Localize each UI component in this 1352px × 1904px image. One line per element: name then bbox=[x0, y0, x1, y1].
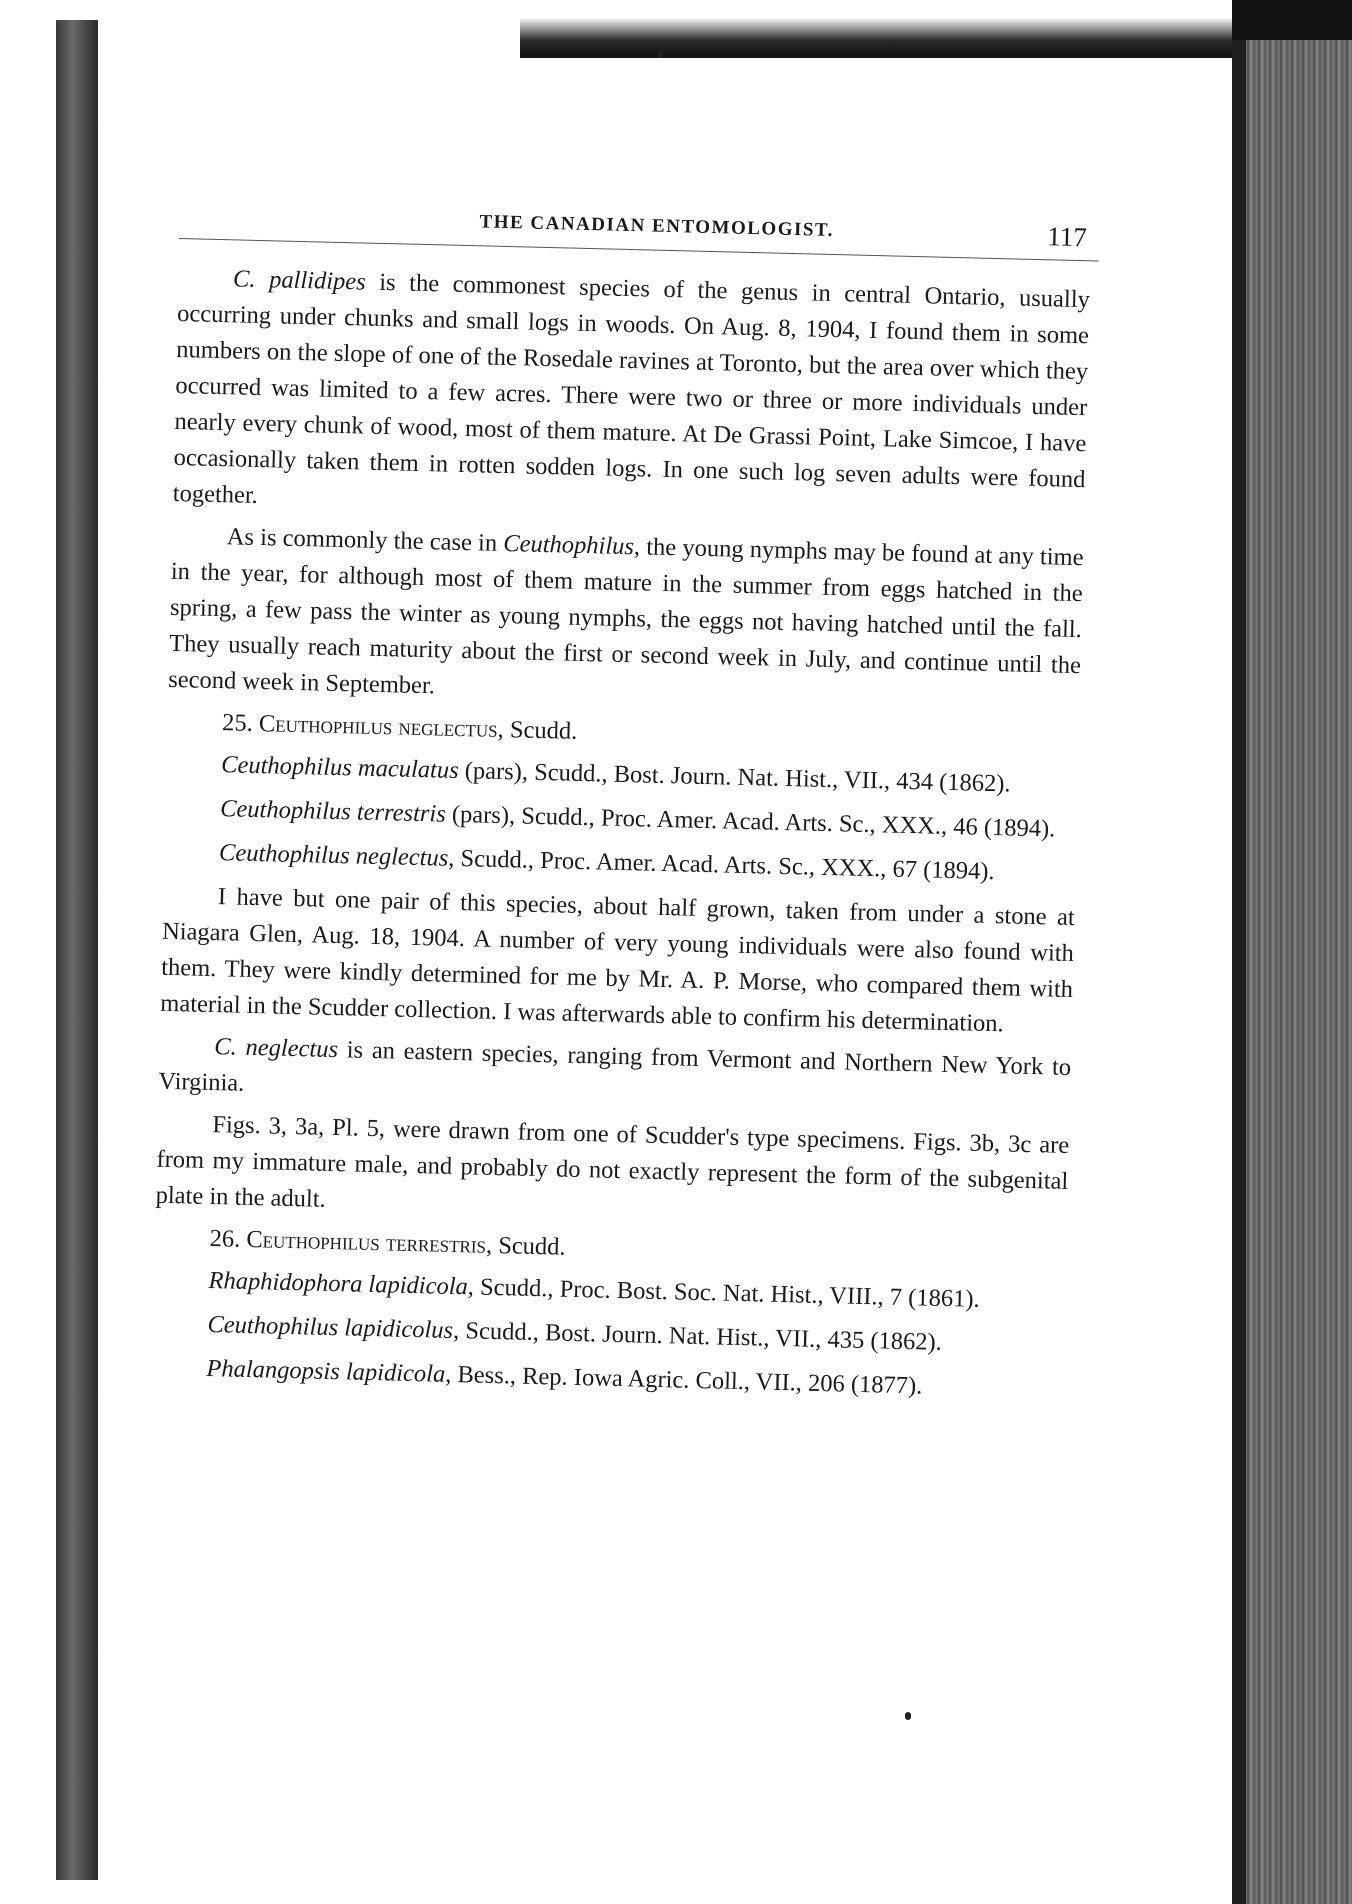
synonymy-reference: Ceuthophilus maculatus (pars), Scudd., Bost. Journ. Nat. Hist., VII., 434 (1862). bbox=[220, 751, 1011, 798]
synonymy-reference: Ceuthophilus lapidicolus, Scudd., Bost. Journ. Nat. Hist., VII., 435 (1862). bbox=[207, 1311, 943, 1356]
ink-speck bbox=[905, 1712, 911, 1720]
synonymy-reference: Ceuthophilus terrestris (pars), Scudd., Proc. Amer. Acad. Arts. Sc., XXX., 46 (1894). bbox=[219, 795, 1056, 843]
paragraph-range: C. neglectus is an eastern species, ranging from Vermont and Northern New York to Virginia. bbox=[158, 1033, 1072, 1097]
species-name: C. neglectus bbox=[213, 1033, 339, 1064]
species-name: C. pallidipes bbox=[232, 265, 367, 296]
paragraph-figures: Figs. 3, 3a, Pl. 5, were drawn from one of Scudder's type specimens. Figs. 3b, 3c are from my immature male, and probably do not exactly represent the form of the subgenital plate in the adult. bbox=[155, 1111, 1070, 1213]
synonymy-reference: Ceuthophilus neglectus, Scudd., Proc. Amer. Acad. Arts. Sc., XXX., 67 (1894). bbox=[218, 839, 995, 886]
paragraph-niagara: I have but one pair of this species, about half grown, taken from under a stone at Niagara Glen, Aug. 18, 1904. A number of very young individuals were also found with them. They were kindly determined for me by Mr. A. P. Morse, who compared them with material in the Scudder collection. I was afterwards able to confirm his determination. bbox=[160, 883, 1076, 1038]
page-body bbox=[151, 260, 1133, 1409]
synonymy-reference: Rhaphidophora lapidicola, Scudd., Proc. Bost. Soc. Nat. Hist., VIII., 7 (1861). bbox=[208, 1267, 980, 1313]
page-number: 117 bbox=[1047, 221, 1088, 253]
header-rule bbox=[179, 238, 1099, 261]
journal-page bbox=[151, 200, 1134, 1400]
paragraph-nymphs: As is commonly the case in Ceuthophilus, the young nymphs may be found at any time in the year, for although most of them mature in the summer from eggs hatched in the spring, a few pass the winter as young nymphs, the eggs not having hatched until the fall. They usually reach maturity about the first or second week in July, and continue until the second week in September. bbox=[167, 523, 1084, 700]
synonymy-reference: Phalangopsis lapidicola, Bess., Rep. Iowa Agric. Coll., VII., 206 (1877). bbox=[206, 1354, 923, 1400]
scan-left-binding-shadow bbox=[56, 20, 98, 1880]
genus-name: Ceuthophilus bbox=[503, 530, 635, 561]
paragraph-pallidipes: C. pallidipes is the commonest species of the genus in central Ontario, usually occurring under chunks and small logs in woods. On Aug. 8, 1904, I found them in some numbers on the slope of one of the Rosedale ravines at Toronto, but the area over which they occurred was limited to a few acres. There were two or three or more individuals under nearly every chunk of wood, most of them mature. At De Grassi Point, Lake Simcoe, I have occasionally taken them in rotten sodden logs. In one such log seven adults were found together. bbox=[172, 265, 1091, 509]
running-title: THE CANADIAN ENTOMOLOGIST. bbox=[479, 211, 835, 241]
scan-right-page-stack bbox=[1232, 40, 1352, 1904]
species-heading-25: 25. Ceuthophilus neglectus, Scudd. bbox=[221, 709, 578, 745]
ink-speck bbox=[658, 48, 663, 58]
scan-right-shadow bbox=[1232, 40, 1246, 1904]
page-header bbox=[179, 200, 1135, 263]
species-heading-26: 26. Ceuthophilus terrestris, Scudd. bbox=[209, 1225, 566, 1261]
